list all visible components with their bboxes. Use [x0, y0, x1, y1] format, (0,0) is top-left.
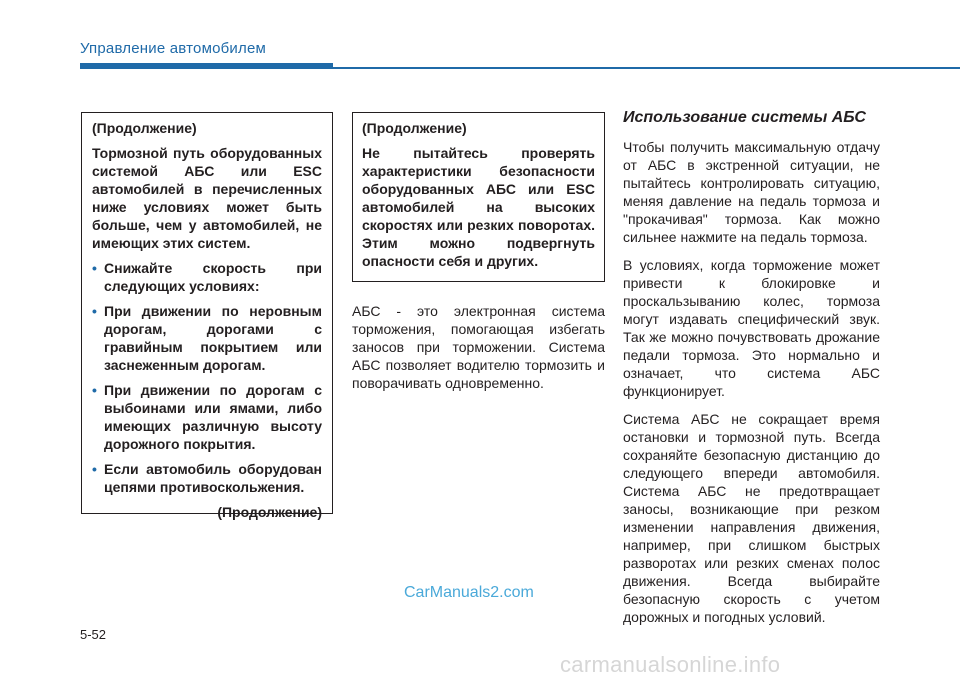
bullet-icon: •	[92, 382, 97, 398]
warning-box-continued	[81, 112, 333, 520]
continued-label: (Продолжение)	[92, 120, 197, 136]
watermark-link[interactable]: CarManuals2.com	[404, 584, 534, 601]
abs-description: АБС - это электронная система торможения, помогающая избегать заносов при торможении. Система АБС позволяет водителю тормозить и поворачивать одновременно.	[352, 303, 605, 391]
list-item: • При движении по неровным дорогам, дорогами с гравийным покрытием или заснеженным дорогам.	[92, 303, 322, 373]
abs-usage-section	[623, 108, 880, 636]
warning-box	[352, 112, 605, 282]
warning-intro: Тормозной путь оборудованных системой АБС или ESC автомобилей в перечисленных ниже условиях может быть больше, чем у автомобилей, не имеющих этих систем.	[92, 145, 322, 251]
list-item: • Если автомобиль оборудован цепями противоскольжения.	[92, 461, 322, 495]
page-number: 5-52	[80, 627, 107, 642]
section-heading: Использование системы АБС	[623, 109, 866, 126]
continued-label: (Продолжение)	[362, 120, 467, 136]
section-title: Управление автомобилем	[80, 40, 267, 57]
paragraph: Система АБС не сокращает время остановки и тормозной путь. Всегда сохраняйте безопасную дистанцию до следующего впереди автомобиля. Система АБС не предотвращает заносы, возникающие при резком изменении направления движения, например, при слишком быстрых разворотах или резких сменах полос движения. Всегда выбирайте безопасную скорость с учетом дорожных и погодных условий.	[623, 411, 880, 625]
bullet-icon: •	[92, 260, 97, 276]
header-rule-accent	[80, 63, 333, 69]
paragraph: В условиях, когда торможение может привести к блокировке и проскальзыванию колес, тормоза могут издавать специфический звук. Так же можно почувствовать дрожание педали тормоза. Это нормально и означает, что система АБС функционирует.	[623, 257, 880, 399]
warning-bullet-list	[92, 259, 322, 496]
header-rule	[333, 67, 960, 69]
paragraph: Чтобы получить максимальную отдачу от АБС в экстренной ситуации, не пытайтесь контролировать ситуацию, меняя давление на педаль тормоза и "прокачивая" тормоза. Как можно сильнее нажмите на педаль тормоза.	[623, 139, 880, 245]
warning-text: Не пытайтесь проверять характеристики безопасности оборудованных АБС или ESC автомобилей на высоких скоростях или резких поворотах. Этим можно подвергнуть опасности себя и других.	[362, 145, 595, 269]
continued-label: (Продолжение)	[217, 504, 322, 520]
footer-watermark: carmanualsonline.info	[560, 652, 781, 677]
list-item: • Снижайте скорость при следующих условиях:	[92, 260, 322, 294]
bullet-icon: •	[92, 461, 97, 477]
list-item: • При движении по дорогам с выбоинами или ямами, либо имеющих различную высоту дорожного покрытия.	[92, 382, 322, 452]
bullet-icon: •	[92, 303, 97, 319]
